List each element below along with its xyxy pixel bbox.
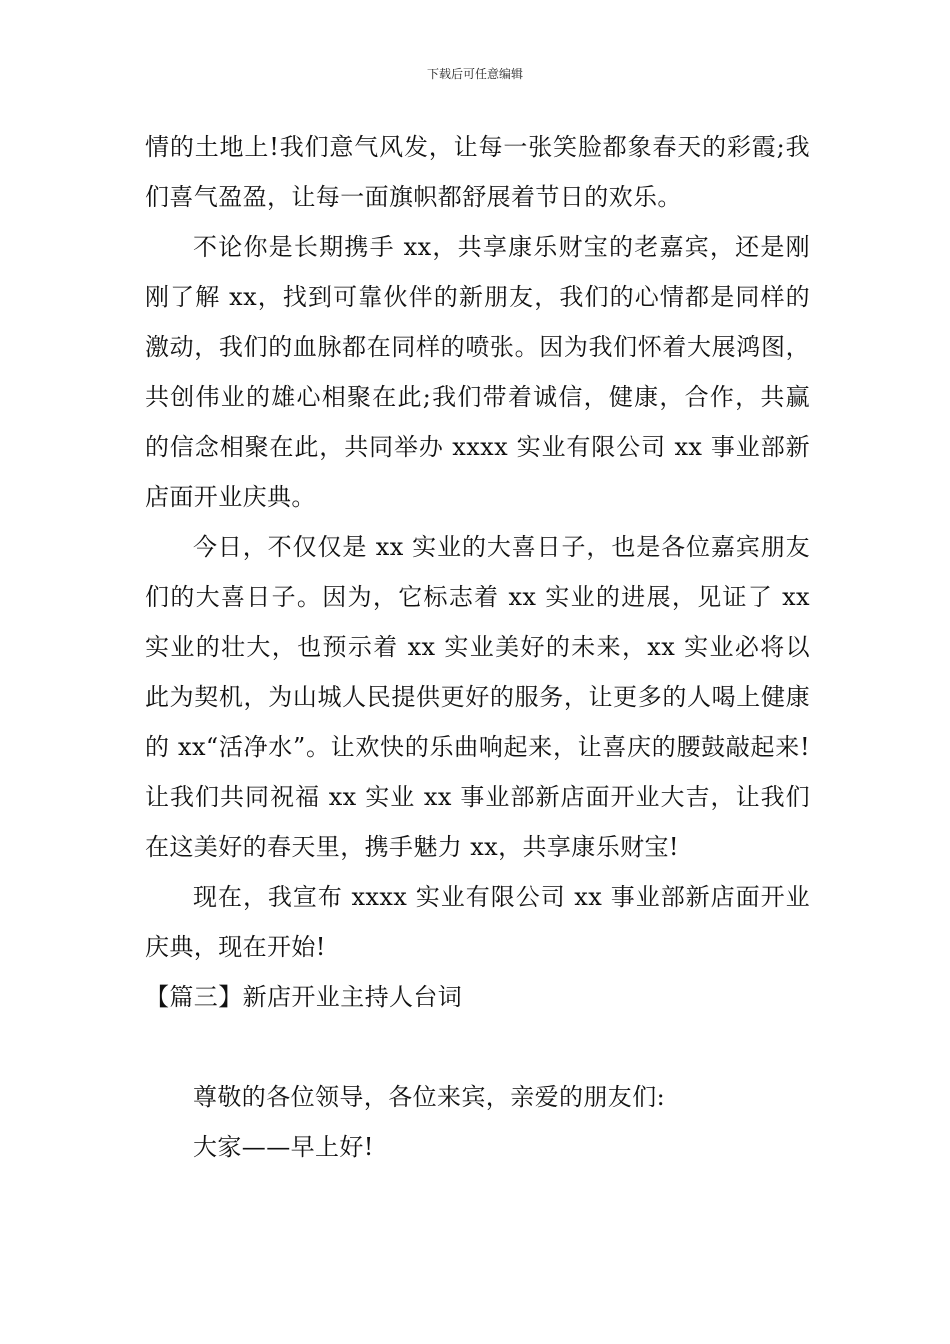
paragraph-continued: 情的土地上!我们意气风发，让每一张笑脸都象春天的彩霞;我们喜气盈盈，让每一面旗帜都舒展着节日的欢乐。: [145, 133, 810, 211]
paragraph-guests: 不论你是长期携手 xx，共享康乐财宝的老嘉宾，还是刚刚了解 xx，找到可靠伙伴的新朋友，我们的心情都是同样的激动，我们的血脉都在同样的喷张。因为我们怀着大展鸿图，共创伟业的雄心相聚在此;我们带着诚信，健康，合作，共赢的信念相聚在此，共同举办 xxxx 实业有限公司 xx 事业部新店面开业庆典。: [145, 233, 810, 511]
paragraph-announcement: 现在，我宣布 xxxx 实业有限公司 xx 事业部新店面开业庆典，现在开始!: [145, 883, 810, 961]
paragraph-good-morning: 大家——早上好!: [193, 1133, 374, 1161]
document-body: [145, 122, 810, 1172]
paragraph-today: 今日，不仅仅是 xx 实业的大喜日子，也是各位嘉宾朋友们的大喜日子。因为，它标志着 xx 实业的进展，见证了 xx 实业的壮大，也预示着 xx 实业美好的未来，xx 实业必将以此为契机，为山城人民提供更好的服务，让更多的人喝上健康的 xx“活净水”。让欢快的乐曲响起来，让喜庆的腰鼓敲起来!让我们共同祝福 xx 实业 xx 事业部新店面开业大吉，让我们在这美好的春天里，携手魅力 xx，共享康乐财宝!: [145, 533, 810, 861]
page-header-note: 下载后可任意编辑: [426, 67, 523, 81]
paragraph-greeting: 尊敬的各位领导，各位来宾，亲爱的朋友们:: [193, 1083, 666, 1111]
section-title: 【篇三】新店开业主持人台词: [145, 983, 463, 1011]
blank-line: [145, 1022, 810, 1072]
